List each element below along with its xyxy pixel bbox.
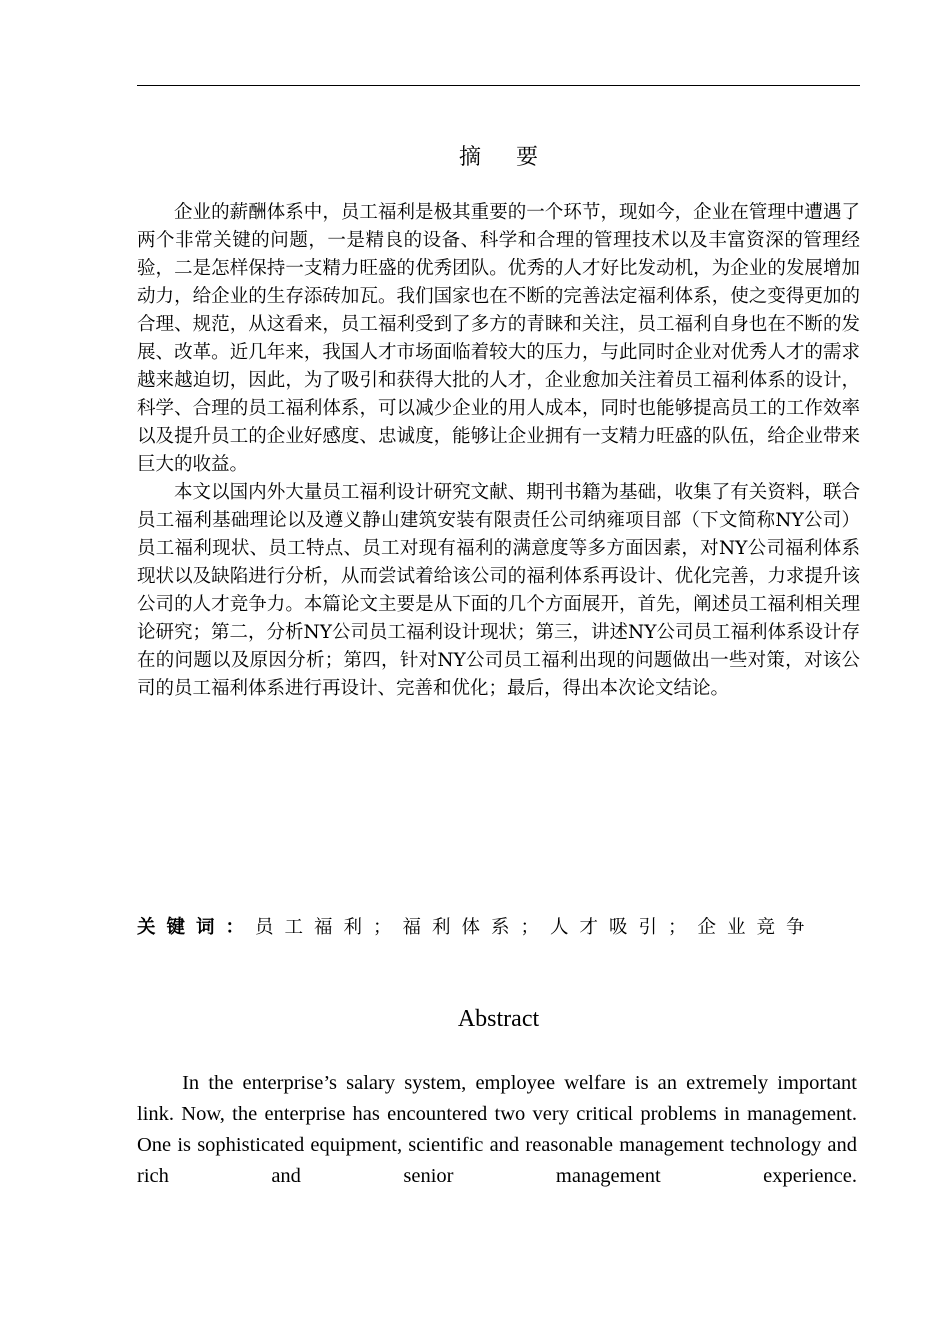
- keywords-line: [137, 914, 860, 942]
- keywords-text: 员工福利；福利体系；人才吸引；企业竞争: [255, 917, 816, 938]
- header-rule: [137, 85, 860, 86]
- chinese-abstract-body: [137, 199, 860, 703]
- chinese-abstract-title: 摘 要: [459, 145, 552, 170]
- keywords-label: 关键词：: [137, 917, 256, 938]
- chinese-abstract-paragraph-2: 本文以国内外大量员工福利设计研究文献、期刊书籍为基础，收集了有关资料，联合员工福利基础理论以及遵义静山建筑安装有限责任公司纳雍项目部（下文简称NY公司）员工福利现状、员工特点、员工对现有福利的满意度等多方面因素，对NY公司福利体系现状以及缺陷进行分析，从而尝试着给该公司的福利体系再设计、优化完善，力求提升该公司的人才竞争力。本篇论文主要是从下面的几个方面展开，首先，阐述员工福利相关理论研究；第二，分析NY公司员工福利设计现状；第三，讲述NY公司员工福利体系设计存在的问题以及原因分析；第四，针对NY公司员工福利出现的问题做出一些对策，对该公司的员工福利体系进行再设计、完善和优化；最后，得出本次论文结论。: [137, 482, 860, 699]
- english-abstract-title: Abstract: [457, 1006, 540, 1032]
- english-abstract-paragraph: In the enterprise’s salary system, employee welfare is an extremely important link. Now, the enterprise has encountered two very critical problems in management. One is sophisticated equipment, scientific and reasonable management technology and rich and senior management experience.: [137, 1072, 857, 1187]
- chinese-abstract-paragraph-1: 企业的薪酬体系中，员工福利是极其重要的一个环节，现如今，企业在管理中遭遇了两个非常关键的问题，一是精良的设备、科学和合理的管理技术以及丰富资深的管理经验，二是怎样保持一支精力旺盛的优秀团队。优秀的人才好比发动机，为企业的发展增加动力，给企业的生存添砖加瓦。我们国家也在不断的完善法定福利体系，使之变得更加的合理、规范，从这看来，员工福利受到了多方的青睐和关注，员工福利自身也在不断的发展、改革。近几年来，我国人才市场面临着较大的压力，与此同时企业对优秀人才的需求越来越迫切，因此，为了吸引和获得大批的人才，企业愈加关注着员工福利体系的设计，科学、合理的员工福利体系，可以减少企业的用人成本，同时也能够提高员工的工作效率以及提升员工的企业好感度、忠诚度，能够让企业拥有一支精力旺盛的队伍，给企业带来巨大的收益。: [137, 202, 860, 475]
- english-abstract-body: [137, 1068, 857, 1192]
